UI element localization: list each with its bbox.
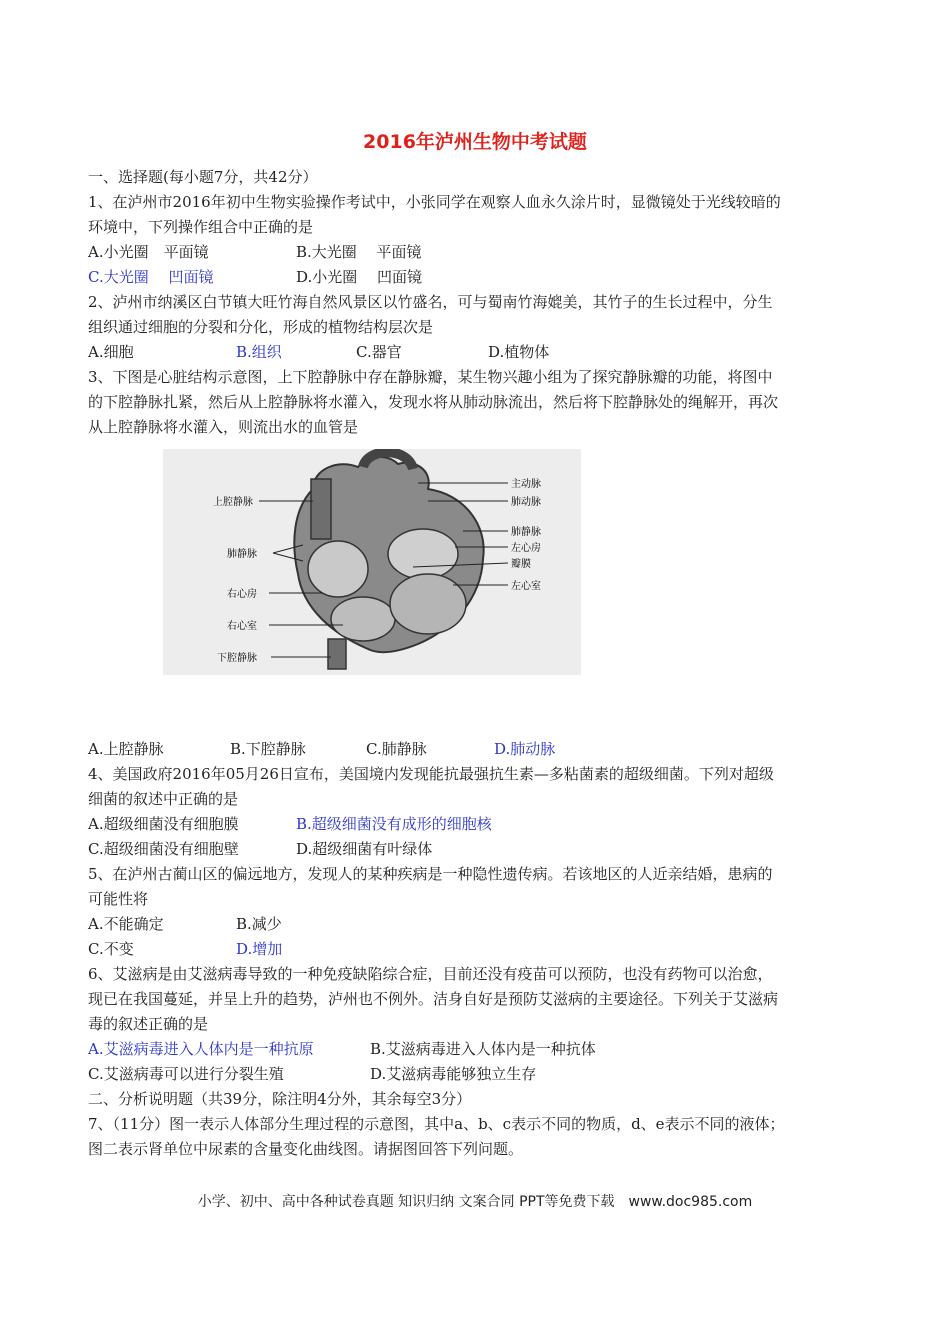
question-6-stem-cont: 现已在我国蔓延，并呈上升的趋势，泸州也不例外。洁身自好是预防艾滋病的主要途径。下列关于艾滋病: [88, 990, 779, 1008]
label-superior-vena-cava: 上腔静脉: [213, 497, 253, 508]
label-aorta: 主动脉: [511, 479, 541, 490]
q5-option-d: D.增加: [236, 940, 283, 958]
label-right-atrium: 右心房: [227, 589, 257, 600]
page-footer: 小学、初中、高中各种试卷真题 知识归纳 文案合同 PPT等免费下载 www.doc985.com: [197, 1194, 753, 1210]
q1-option-c: C.大光圈 凹面镜: [88, 268, 214, 286]
q6-option-a: A.艾滋病毒进入人体内是一种抗原: [88, 1040, 314, 1058]
q2-option-c: C.器官: [356, 343, 402, 361]
question-5-stem: 5、在泸州古蔺山区的偏远地方，发现人的某种疾病是一种隐性遗传病。若该地区的人近亲结婚，患病的: [88, 865, 773, 883]
q4-option-c: C.超级细菌没有细胞壁: [88, 840, 239, 858]
question-4-stem-cont: 细菌的叙述中正确的是: [88, 790, 239, 808]
q3-option-b: B.下腔静脉: [230, 740, 306, 758]
q5-option-c: C.不变: [88, 940, 134, 958]
q2-option-b: B.组织: [236, 343, 282, 361]
question-2-stem: 2、泸州市纳溪区白节镇大旺竹海自然风景区以竹盛名，可与蜀南竹海媲美，其竹子的生长过程中，分生: [88, 293, 773, 311]
question-3-stem-cont2: 从上腔静脉将水灌入，则流出水的血管是: [88, 418, 359, 436]
label-pulmonary-vein-left: 肺静脉: [227, 549, 257, 560]
q6-option-b: B.艾滋病毒进入人体内是一种抗体: [370, 1040, 596, 1058]
q3-option-d: D.肺动脉: [494, 740, 556, 758]
question-6-stem-cont2: 毒的叙述正确的是: [88, 1015, 209, 1033]
label-inferior-vena-cava: 下腔静脉: [217, 653, 257, 664]
q4-option-a: A.超级细菌没有细胞膜: [88, 815, 239, 833]
question-1-stem: 1、在泸州市2016年初中生物实验操作考试中，小张同学在观察人血永久涂片时，显微镜处于光线较暗的: [88, 193, 781, 211]
q1-option-b: B.大光圈 平面镜: [296, 243, 422, 261]
label-right-ventricle: 右心室: [227, 621, 257, 632]
question-7-stem-cont: 图二表示肾单位中尿素的含量变化曲线图。请据图回答下列问题。: [88, 1140, 524, 1158]
q6-option-c: C.艾滋病毒可以进行分裂生殖: [88, 1065, 284, 1083]
heart-diagram: [163, 449, 581, 675]
question-5-stem-cont: 可能性将: [88, 890, 149, 908]
q5-option-a: A.不能确定: [88, 915, 164, 933]
q3-option-c: C.肺静脉: [366, 740, 427, 758]
q2-option-a: A.细胞: [88, 343, 134, 361]
question-2-stem-cont: 组织通过细胞的分裂和分化，形成的植物结构层次是: [88, 318, 434, 336]
question-3-stem: 3、下图是心脏结构示意图，上下腔静脉中存在静脉瓣，某生物兴趣小组为了探究静脉瓣的功能，将图中: [88, 368, 773, 386]
q5-option-b: B.减少: [236, 915, 282, 933]
question-6-stem: 6、艾滋病是由艾滋病毒导致的一种免疫缺陷综合症，目前还没有疫苗可以预防，也没有药物可以治愈，: [88, 965, 773, 983]
q3-option-a: A.上腔静脉: [88, 740, 164, 758]
question-7-stem: 7、（11分）图一表示人体部分生理过程的示意图，其中a、b、c表示不同的物质，d、e表示不同的液体；: [88, 1115, 785, 1133]
question-3-stem-cont: 的下腔静脉扎紧，然后从上腔静脉将水灌入，发现水将从肺动脉流出，然后将下腔静脉处的绳解开，再次: [88, 393, 779, 411]
section-heading: 一、选择题(每小题7分，共42分）: [88, 168, 318, 186]
q6-option-d: D.艾滋病毒能够独立生存: [370, 1065, 537, 1083]
q1-option-d: D.小光圈 凹面镜: [296, 268, 423, 286]
page-title: 2016年泸州生物中考试题: [363, 131, 587, 153]
label-valve: 瓣膜: [511, 559, 531, 570]
q1-option-a: A.小光圈 平面镜: [88, 243, 209, 261]
label-pulmonary-artery: 肺动脉: [511, 497, 541, 508]
section-heading-2: 二、分析说明题（共39分，除注明4分外，其余每空3分）: [88, 1090, 472, 1108]
q4-option-b: B.超级细菌没有成形的细胞核: [296, 815, 492, 833]
label-pulmonary-vein-right: 肺静脉: [511, 527, 541, 538]
q4-option-d: D.超级细菌有叶绿体: [296, 840, 433, 858]
label-left-ventricle: 左心室: [511, 581, 541, 592]
question-1-stem-cont: 环境中，下列操作组合中正确的是: [88, 218, 314, 236]
q2-option-d: D.植物体: [488, 343, 550, 361]
label-left-atrium: 左心房: [511, 543, 541, 554]
question-4-stem: 4、美国政府2016年05月26日宣布，美国境内发现能抗最强抗生素—多粘菌素的超级细菌。下列对超级: [88, 765, 774, 783]
